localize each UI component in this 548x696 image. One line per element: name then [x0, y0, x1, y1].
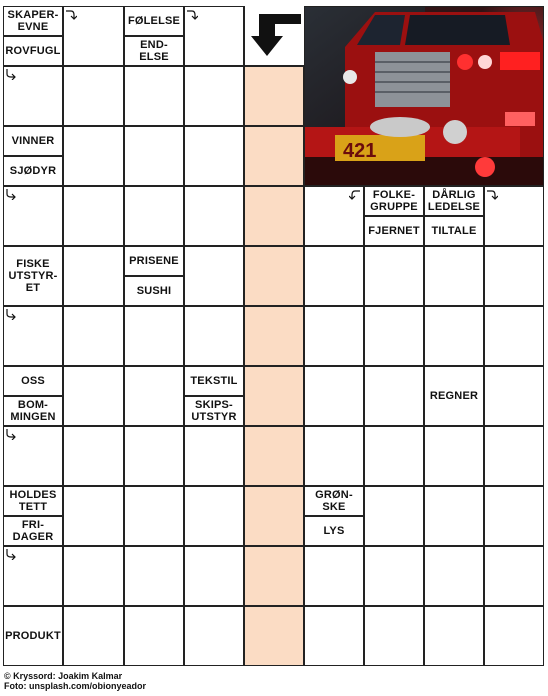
clue-rovfugl: ROVFUGL [3, 36, 63, 66]
answer-cell[interactable] [63, 366, 124, 426]
answer-cell[interactable] [124, 366, 184, 426]
answer-cell[interactable] [424, 246, 484, 306]
answer-cell[interactable] [424, 606, 484, 666]
answer-cell[interactable] [484, 546, 544, 606]
answer-cell[interactable] [484, 486, 544, 546]
answer-cell[interactable] [184, 246, 244, 306]
answer-cell[interactable] [484, 366, 544, 426]
answer-cell[interactable] [184, 606, 244, 666]
credit-author: © Kryssord: Joakim Kalmar [4, 671, 123, 681]
answer-cell[interactable] [304, 606, 364, 666]
answer-cell[interactable] [184, 426, 244, 486]
answer-cell[interactable] [424, 546, 484, 606]
arrow-down-right-icon [5, 188, 17, 200]
solution-cell[interactable] [244, 126, 304, 186]
answer-cell[interactable] [364, 246, 424, 306]
answer-cell[interactable] [424, 426, 484, 486]
clue-tiltale: TILTALE [424, 216, 484, 246]
start-arrow-cell [244, 6, 304, 66]
fire-truck-photo [304, 6, 544, 186]
solution-cell[interactable] [244, 366, 304, 426]
solution-cell[interactable] [244, 426, 304, 486]
answer-cell[interactable] [124, 186, 184, 246]
answer-cell[interactable] [184, 306, 244, 366]
answer-cell[interactable] [184, 186, 244, 246]
answer-cell[interactable] [63, 306, 124, 366]
answer-cell[interactable] [124, 546, 184, 606]
answer-cell[interactable] [424, 306, 484, 366]
answer-cell[interactable] [124, 126, 184, 186]
clue-tekstil: TEKSTIL [184, 366, 244, 396]
solution-cell[interactable] [244, 246, 304, 306]
clue-vinner: VINNER [3, 126, 63, 156]
arrow-left-down-icon [349, 189, 361, 201]
answer-cell[interactable] [304, 546, 364, 606]
answer-cell[interactable] [364, 606, 424, 666]
answer-cell[interactable] [364, 426, 424, 486]
clue-regner: REGNER [424, 366, 484, 426]
clue-fjernet: FJERNET [364, 216, 424, 246]
start-arrow-icon [245, 6, 305, 66]
solution-cell[interactable] [244, 306, 304, 366]
answer-cell[interactable] [184, 126, 244, 186]
clue-folelse: FØLELSE [124, 6, 184, 36]
answer-cell[interactable] [304, 426, 364, 486]
clue-gronske: GRØN- SKE [304, 486, 364, 516]
arrow-down-right-icon [5, 308, 17, 320]
answer-cell[interactable] [364, 306, 424, 366]
answer-cell[interactable] [484, 246, 544, 306]
answer-cell[interactable] [184, 546, 244, 606]
solution-cell[interactable] [244, 66, 304, 126]
answer-cell[interactable] [63, 66, 124, 126]
answer-cell[interactable] [364, 546, 424, 606]
clue-skaperevne: SKAPER- EVNE [3, 6, 63, 36]
answer-cell[interactable] [124, 606, 184, 666]
answer-cell[interactable] [63, 186, 124, 246]
solution-cell[interactable] [244, 486, 304, 546]
arrow-down-right-icon [5, 68, 17, 80]
clue-folkegruppe: FOLKE- GRUPPE [364, 186, 424, 216]
answer-cell[interactable] [63, 426, 124, 486]
solution-cell[interactable] [244, 606, 304, 666]
answer-cell[interactable] [304, 246, 364, 306]
clue-prisene: PRISENE [124, 246, 184, 276]
answer-cell[interactable] [304, 366, 364, 426]
answer-cell[interactable] [484, 426, 544, 486]
answer-cell[interactable] [124, 426, 184, 486]
answer-cell[interactable] [184, 486, 244, 546]
clue-fridager: FRI- DAGER [3, 516, 63, 546]
clue-darlig-ledelse: DÅRLIG LEDELSE [424, 186, 484, 216]
solution-cell[interactable] [244, 546, 304, 606]
clue-skipsutstyr: SKIPS- UTSTYR [184, 396, 244, 426]
answer-cell[interactable] [63, 486, 124, 546]
arrow-down-right-icon [5, 428, 17, 440]
answer-cell[interactable] [124, 306, 184, 366]
clue-lys: LYS [304, 516, 364, 546]
answer-cell[interactable] [364, 366, 424, 426]
answer-cell[interactable] [484, 606, 544, 666]
answer-cell[interactable] [184, 66, 244, 126]
arrow-right-down-icon [486, 189, 498, 201]
answer-cell[interactable] [424, 486, 484, 546]
answer-cell[interactable] [124, 66, 184, 126]
answer-cell[interactable] [124, 486, 184, 546]
clue-bommingen: BOM- MINGEN [3, 396, 63, 426]
answer-cell[interactable] [63, 246, 124, 306]
answer-cell[interactable] [364, 486, 424, 546]
answer-cell[interactable] [63, 606, 124, 666]
solution-cell[interactable] [244, 186, 304, 246]
clue-holdes-tett: HOLDES TETT [3, 486, 63, 516]
clue-sjodyr: SJØDYR [3, 156, 63, 186]
clue-fiskeutstyret: FISKE UTSTYR- ET [3, 246, 63, 306]
svg-text:421: 421 [343, 140, 377, 162]
credit-photo: Foto: unsplash.com/obionyeador [4, 681, 147, 691]
answer-cell[interactable] [63, 126, 124, 186]
answer-cell[interactable] [63, 546, 124, 606]
arrow-right-down-icon [65, 9, 77, 21]
answer-cell[interactable] [304, 306, 364, 366]
clue-oss: OSS [3, 366, 63, 396]
clue-produkt: PRODUKT [3, 606, 63, 666]
clue-endelse: END- ELSE [124, 36, 184, 66]
answer-cell[interactable] [484, 306, 544, 366]
crossword-board [3, 6, 544, 666]
clue-sushi: SUSHI [124, 276, 184, 306]
arrow-down-right-icon [5, 548, 17, 560]
arrow-right-down-icon [186, 9, 198, 21]
